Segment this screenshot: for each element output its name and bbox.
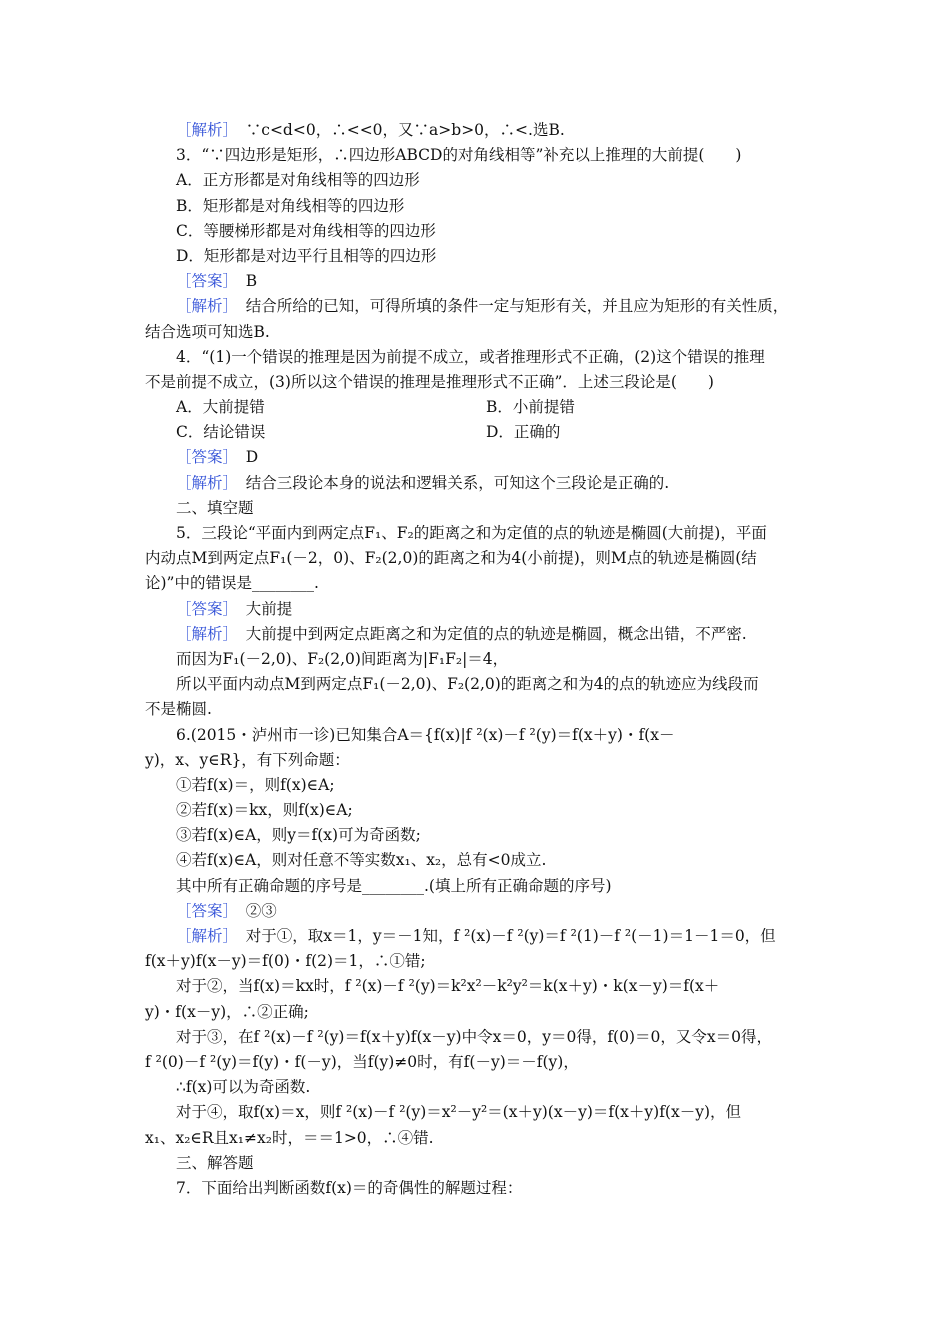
option-d: D．矩形都是对边平行且相等的四边形 <box>176 246 437 265</box>
text-line: 内动点M到两定点F₁(－2，0)、F₂(2,0)的距离之和为4(小前提)，则M点的轨迹是椭圆(结 <box>145 549 757 568</box>
analysis-tag: ［解析］ <box>176 473 231 492</box>
text-line: 不是前提不成立，(3)所以这个错误的推理是推理形式不正确”．上述三段论是( ) <box>145 372 714 391</box>
text-line <box>145 622 810 647</box>
line-text: 大前提中到两定点距离之和为定值的点的轨迹是椭圆，概念出错，不严密. <box>230 624 747 643</box>
text-line <box>145 924 810 949</box>
line-text: 结合所给的已知，可得所填的条件一定与矩形有关，并且应为矩形的有关性质， <box>230 297 789 316</box>
analysis-tag: ［解析］ <box>176 297 231 316</box>
section-heading: 二、填空题 <box>176 498 254 517</box>
text-line <box>145 294 810 319</box>
answer-tag: ［答案］ <box>176 272 231 291</box>
analysis-tag: ［解析］ <box>176 121 231 139</box>
text-line <box>145 118 810 143</box>
document-body <box>145 118 810 1201</box>
line-text: ∵c<d<0，∴<<0，又∵a>b>0，∴<.选B. <box>230 121 565 139</box>
text-line <box>145 471 810 496</box>
proposition-1: ①若f(x)＝，则f(x)∈A; <box>176 775 335 794</box>
option-d: D．正确的 <box>486 423 561 442</box>
question-7: 7．下面给出判断函数f(x)＝的奇偶性的解题过程： <box>176 1178 523 1197</box>
option-row <box>145 420 810 445</box>
analysis-tag: ［解析］ <box>176 624 231 643</box>
text-line <box>145 445 810 470</box>
answer-tag: ［答案］ <box>176 599 231 618</box>
line-text: 结合三段论本身的说法和逻辑关系，可知这个三段论是正确的. <box>230 473 670 492</box>
answer-tag: ［答案］ <box>176 448 231 467</box>
option-row <box>145 395 810 420</box>
question-5: 5．三段论“平面内到两定点F₁、F₂的距离之和为定值的点的轨迹是椭圆(大前提)，平面 <box>176 524 767 542</box>
proposition-4: ④若f(x)∈A，则对任意不等实数x₁、x₂，总有<0成立. <box>176 851 547 870</box>
text-line: 而因为F₁(－2,0)、F₂(2,0)间距离为|F₁F₂|＝4， <box>176 649 509 668</box>
text-line: 结合选项可知选B. <box>145 322 270 341</box>
line-text: 大前提 <box>230 599 293 618</box>
text-line: 对于②，当f(x)＝kx时，f ²(x)－f ²(y)＝k²x²－k²y²＝k(x＋y)・k(x－y)＝f(x＋ <box>176 977 720 996</box>
option-b: B．矩形都是对角线相等的四边形 <box>176 196 405 215</box>
option-a: A．大前提错 <box>176 398 265 417</box>
question-4: 4．“(1)一个错误的推理是因为前提不成立，或者推理形式不正确，(2)这个错误的推理 <box>176 347 765 366</box>
text-line: y)・f(x－y)，∴②正确; <box>145 1002 309 1021</box>
option-a: A．正方形都是对角线相等的四边形 <box>176 171 420 190</box>
line-text: 对于①，取x＝1，y＝－1知，f ²(x)－f ²(y)＝f ²(1)－f ²(－1)＝1－1＝0，但 <box>230 927 776 945</box>
text-line <box>145 269 810 294</box>
option-b: B．小前提错 <box>486 398 575 417</box>
text-line: 不是椭圆. <box>145 700 212 719</box>
analysis-tag: ［解析］ <box>176 927 231 945</box>
text-line: 其中所有正确命题的序号是________.(填上所有正确命题的序号) <box>176 876 612 895</box>
text-line: f ²(0)－f ²(y)＝f(y)・f(－y)，当f(y)≠0时，有f(－y)＝－f(y)， <box>145 1052 579 1071</box>
text-line: 对于③，在f ²(x)－f ²(y)＝f(x＋y)f(x－y)中令x＝0，y＝0得，f(0)＝0，又令x＝0得， <box>176 1027 772 1046</box>
option-c: C．结论错误 <box>176 423 266 442</box>
proposition-3: ③若f(x)∈A，则y＝f(x)可为奇函数; <box>176 826 421 845</box>
question-6: 6.(2015・泸州市一诊)已知集合A＝{f(x)|f ²(x)－f ²(y)＝f(x＋y)・f(x－ <box>176 725 675 744</box>
text-line: ∴f(x)可以为奇函数. <box>176 1078 311 1097</box>
text-line <box>145 597 810 622</box>
question-3: 3．“∵四边形是矩形，∴四边形ABCD的对角线相等”补充以上推理的大前提( ) <box>176 146 742 165</box>
text-line: y)，x、y∈R}，有下列命题： <box>145 750 350 769</box>
text-line: f(x＋y)f(x－y)＝f(0)・f(2)＝1，∴①错; <box>145 952 426 971</box>
text-line: x₁、x₂∈R且x₁≠x₂时，＝＝1>0，∴④错. <box>145 1128 434 1147</box>
text-line: 对于④，取f(x)＝x，则f ²(x)－f ²(y)＝x²－y²＝(x＋y)(x－y)＝f(x＋y)f(x－y)，但 <box>176 1103 742 1122</box>
line-text: B <box>230 272 258 291</box>
option-c: C．等腰梯形都是对角线相等的四边形 <box>176 221 436 240</box>
section-heading: 三、解答题 <box>176 1153 254 1172</box>
text-line: 论)”中的错误是________. <box>145 574 319 593</box>
answer-tag: ［答案］ <box>176 901 231 920</box>
text-line: 所以平面内动点M到两定点F₁(－2,0)、F₂(2,0)的距离之和为4的点的轨迹应为线段而 <box>176 675 759 694</box>
line-text: ②③ <box>230 901 277 920</box>
line-text: D <box>230 448 259 467</box>
text-line <box>145 899 810 924</box>
proposition-2: ②若f(x)＝kx，则f(x)∈A; <box>176 801 353 820</box>
